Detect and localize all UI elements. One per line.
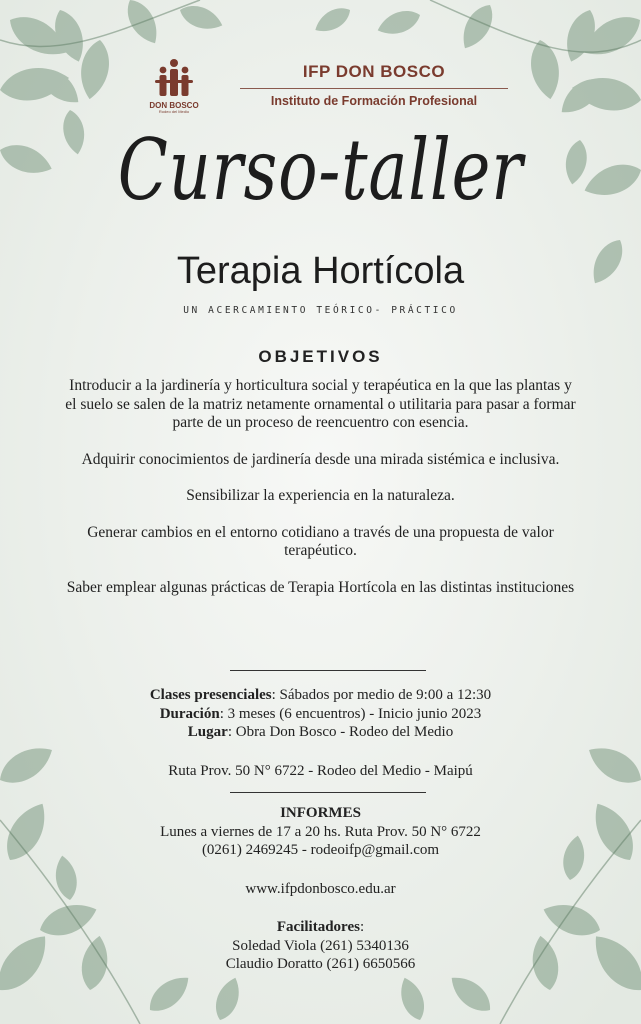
logo-name: DON BOSCO: [149, 101, 199, 110]
informes-heading: INFORMES: [280, 805, 361, 821]
facilitators-section: [0, 918, 641, 974]
objectives-heading: OBJETIVOS: [258, 347, 383, 366]
informes-hours: Lunes a viernes de 17 a 20 hs. Ruta Prov. 50 N° 6722: [160, 823, 481, 840]
address: Ruta Prov. 50 N° 6722 - Rodeo del Medio - Maipú: [168, 763, 473, 779]
logo-subtitle: Rodeo del Medio: [158, 109, 190, 114]
duration-value: : 3 meses (6 encuentros) - Inicio junio 2023: [219, 705, 482, 722]
facilitator-item: Soledad Viola (261) 5340136: [232, 937, 409, 954]
facilitator-item: Claudio Doratto (261) 6650566: [225, 956, 416, 972]
institute-name: IFP DON BOSCO: [302, 62, 446, 81]
objectives-list: [62, 377, 579, 615]
objective-item: Adquirir conocimientos de jardinería desde una mirada sistémica e inclusiva.: [81, 450, 560, 468]
script-heading: Curso-taller: [117, 121, 524, 219]
duration-line: [0, 705, 641, 724]
divider-bottom: [230, 792, 426, 793]
course-details: [0, 686, 641, 742]
people-logo-icon: [151, 58, 197, 98]
duration-label: Duración: [159, 705, 220, 722]
place-value: : Obra Don Bosco - Rodeo del Medio: [227, 724, 454, 740]
institute-full-name: Instituto de Formación Profesional: [270, 94, 478, 108]
classes-label: Clases presenciales: [149, 687, 272, 703]
course-title: Terapia Hortícola: [176, 250, 465, 292]
institute-header: [240, 62, 508, 108]
institute-divider: [240, 88, 508, 89]
classes-line: [0, 686, 641, 705]
objective-item: Introducir a la jardinería y horticultura social y terapéutica en la que las plantas y el suelo se salen de la matriz netamente ornamental o utilitaria para pasar a formar parte de un proceso de reencuentro con esencia.: [65, 377, 576, 431]
facilitators-colon: :: [359, 919, 365, 935]
informes-contact: (0261) 2469245 - rodeoifp@gmail.com: [201, 842, 440, 858]
classes-value: : Sábados por medio de 9:00 a 12:30: [271, 687, 492, 703]
facilitators-label: Facilitadores: [276, 919, 360, 935]
objective-item: Generar cambios en el entorno cotidiano a través de una propuesta de valor terapéutico.: [87, 523, 554, 559]
informes-section: [0, 804, 641, 860]
website-link[interactable]: www.ifpdonbosco.edu.ar: [245, 881, 396, 897]
don-bosco-logo: [140, 58, 208, 114]
objective-item: Sensibilizar la experiencia en la naturaleza.: [186, 487, 455, 504]
facilitators-heading: [0, 918, 641, 937]
course-subtitle: UN ACERCAMIENTO TEÓRICO- PRÁCTICO: [183, 305, 458, 316]
place-label: Lugar: [187, 724, 228, 740]
divider-top: [230, 670, 426, 671]
objective-item: Saber emplear algunas prácticas de Terapia Hortícola en las distintas instituciones: [66, 578, 575, 596]
place-line: [0, 723, 641, 742]
